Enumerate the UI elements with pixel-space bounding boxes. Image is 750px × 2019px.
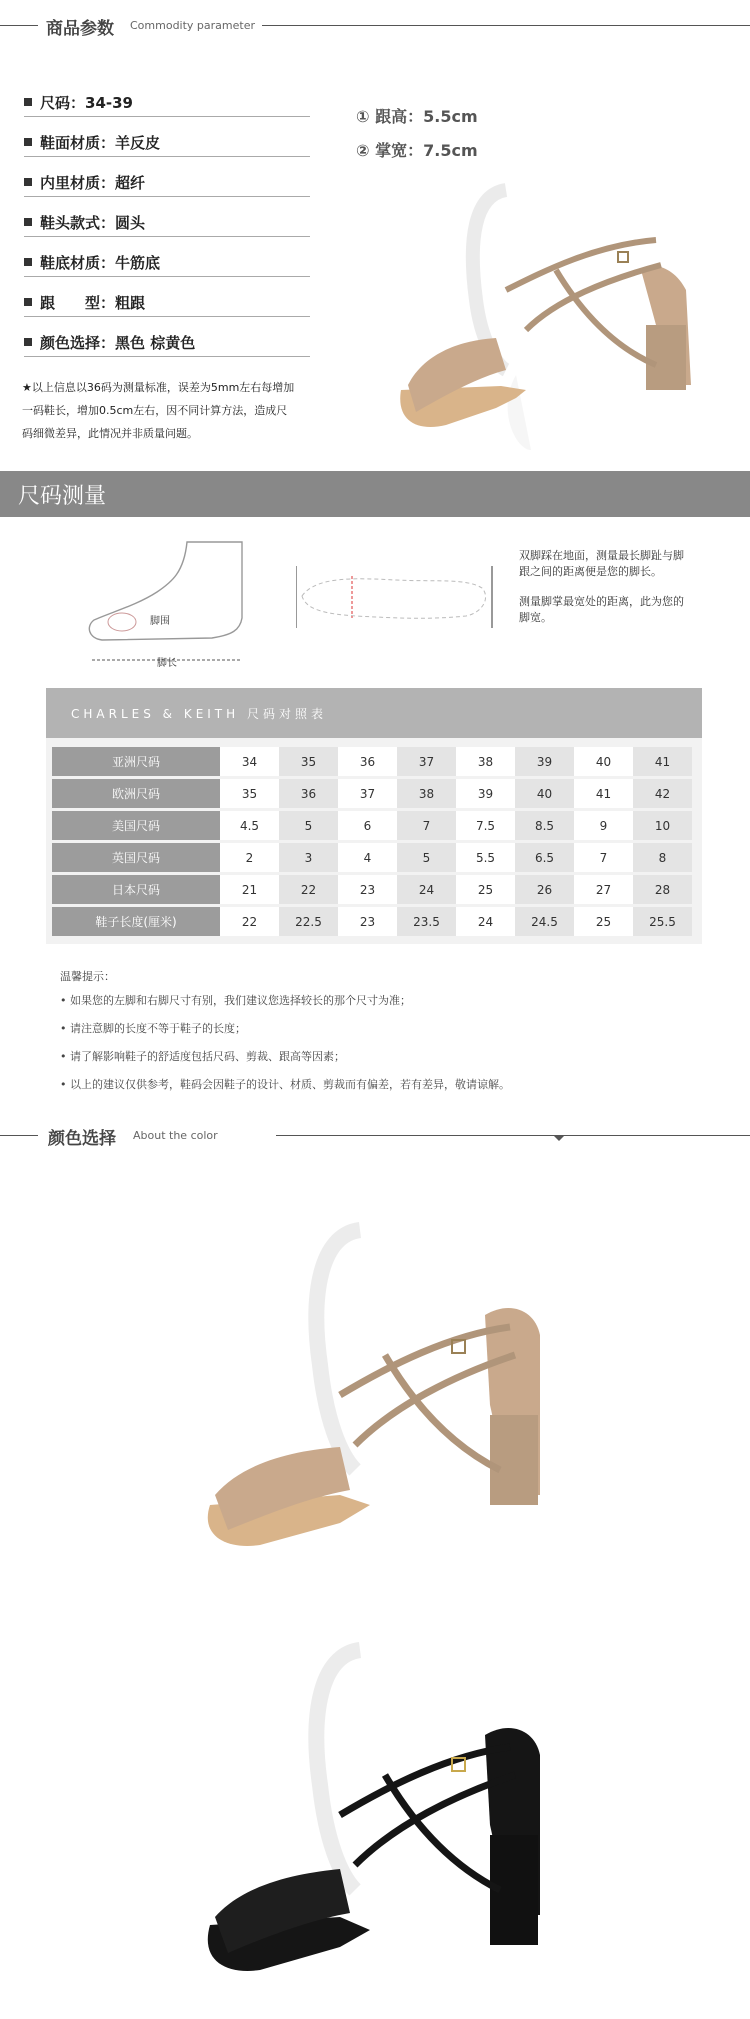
param-row-size: 尺码：34-39 — [24, 86, 310, 117]
section-title-en: About the color — [133, 1129, 218, 1142]
table-row: 亚洲尺码 34 35 36 37 38 39 40 41 — [52, 747, 692, 776]
spec-heel-height: ① 跟高：5.5cm — [356, 107, 478, 126]
foot-girth-label: 脚围 — [150, 616, 170, 627]
section-title-zh: 商品参数 — [46, 19, 114, 39]
list-item: • 请了解影响鞋子的舒适度包括尺码、剪裁、跟高等因素； — [60, 1050, 345, 1063]
foot-top-diagram — [296, 558, 496, 638]
foot-side-diagram — [82, 540, 252, 670]
measure-description: 双脚踩在地面，测量最长脚趾与脚 跟之间的距离便是您的脚长。 测量脚掌最宽处的距离，此为您的 脚宽。 — [519, 549, 684, 624]
list-item: • 请注意脚的长度不等于鞋子的长度； — [60, 1022, 246, 1035]
table-row: 日本尺码 21 22 23 24 25 26 27 28 — [52, 875, 692, 904]
param-row-lining: 内里材质：超纤 — [24, 166, 310, 197]
size-table-grid — [52, 744, 692, 939]
section-title-en: Commodity parameter — [130, 19, 256, 32]
table-row: 英国尺码 2 3 4 5 5.5 6.5 7 8 — [52, 843, 692, 872]
table-row: 鞋子长度(厘米) 22 22.5 23 23.5 24 24.5 25 25.5 — [52, 907, 692, 936]
size-measure-banner: 尺码测量 — [0, 471, 750, 517]
sandal-tan-image — [190, 1205, 590, 1585]
list-item: • 如果您的左脚和右脚尺寸有别，我们建议您选择较长的那个尺寸为准； — [60, 994, 411, 1007]
param-row-toe-style: 鞋头款式：圆头 — [24, 206, 310, 237]
size-comparison-table — [46, 688, 702, 944]
spec-width: ② 掌宽：7.5cm — [356, 141, 478, 160]
table-row: 美国尺码 4.5 5 6 7 7.5 8.5 9 10 — [52, 811, 692, 840]
size-table-title: CHARLES & KEITH 尺码对照表 — [46, 688, 702, 738]
sandal-black-image — [190, 1625, 590, 2019]
list-item: • 以上的建议仅供参考，鞋码会因鞋子的设计、材质、剪裁而有偏差，若有差异，敬请谅解。 — [60, 1078, 510, 1091]
warm-tips — [60, 966, 510, 1096]
sandal-tan-image-top — [356, 150, 750, 460]
param-row-sole: 鞋底材质：牛筋底 — [24, 246, 310, 277]
section-title-zh: 颜色选择 — [48, 1129, 116, 1149]
commodity-parameter-header — [0, 8, 750, 42]
tips-title: 温馨提示： — [60, 970, 115, 983]
color-selection-header — [0, 1118, 750, 1152]
foot-length-label: 脚长 — [157, 658, 177, 669]
param-row-heel-type: 跟 型：粗跟 — [24, 286, 310, 317]
param-row-upper-material: 鞋面材质：羊反皮 — [24, 126, 310, 157]
measurement-note: ★以上信息以36码为测量标准，误差为5mm左右每增加 一码鞋长，增加0.5cm左右，因不同计算方法，造成尺 码细微差异，此情况并非质量问题。 — [22, 381, 295, 440]
table-row: 欧洲尺码 35 36 37 38 39 40 41 42 — [52, 779, 692, 808]
param-row-color: 颜色选择：黑色 棕黄色 — [24, 326, 310, 357]
